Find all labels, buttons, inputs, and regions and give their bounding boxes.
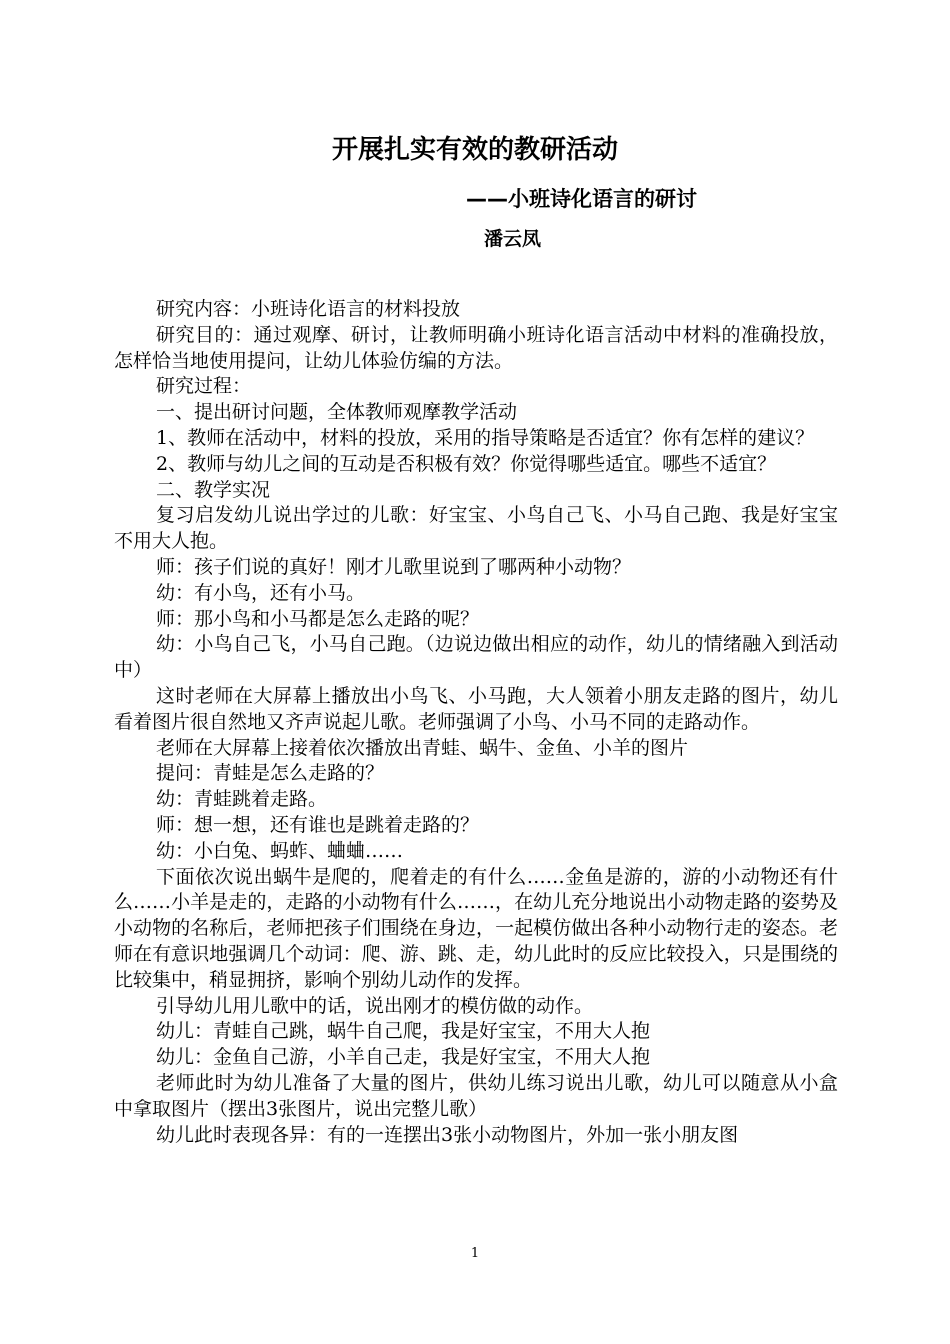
paragraph: 1、教师在活动中，材料的投放，采用的指导策略是否适宜？你有怎样的建议？ (156, 426, 815, 449)
paragraph: 引导幼儿用儿歌中的话，说出刚才的模仿做的动作。 (156, 994, 594, 1017)
paragraph: 师：孩子们说的真好！刚才儿歌里说到了哪两种小动物？ (156, 555, 632, 578)
paragraph: 提问：青蛙是怎么走路的？ (156, 762, 385, 785)
paragraph: 老师在大屏幕上接着依次播放出青蛙、蜗牛、金鱼、小羊的图片 (156, 736, 689, 759)
paragraph: 幼儿：金鱼自己游，小羊自己走，我是好宝宝，不用大人抱 (156, 1046, 651, 1069)
paragraph: 幼儿：青蛙自己跳，蜗牛自己爬，我是好宝宝，不用大人抱 (156, 1020, 651, 1043)
paragraph: 二、教学实况 (156, 478, 271, 501)
document-title: 开展扎实有效的教研活动 (331, 135, 618, 165)
paragraph: 幼儿此时表现各异：有的一连摆出3张小动物图片，外加一张小朋友图 (156, 1123, 739, 1146)
paragraph: 2、教师与幼儿之间的互动是否积极有效？你觉得哪些适宜。哪些不适宜？ (156, 452, 777, 475)
document-subtitle: ——小班诗化语言的研讨 (466, 187, 697, 211)
document-body (114, 297, 838, 1148)
paragraph: 师：想一想，还有谁也是跳着走路的？ (156, 813, 480, 836)
paragraph: 一、提出研讨问题，全体教师观摩教学活动 (156, 401, 518, 424)
paragraph: 幼：小白兔、蚂蚱、蛐蛐…… (156, 839, 404, 862)
paragraph: 幼：有小鸟，还有小马。 (156, 581, 366, 604)
paragraph: 复习启发幼儿说出学过的儿歌：好宝宝、小鸟自己飞、小马自己跑、我是好宝宝不用大人抱。 (114, 504, 838, 553)
author-name: 潘云凤 (484, 228, 542, 250)
paragraph: 研究目的：通过观摩、研讨，让教师明确小班诗化语言活动中材料的准确投放，怎样恰当地使用提问，让幼儿体验仿编的方法。 (114, 323, 838, 372)
page-number: 1 (470, 1246, 480, 1261)
paragraph: 幼：青蛙跳着走路。 (156, 788, 328, 811)
paragraph: 研究过程： (156, 375, 252, 398)
paragraph: 这时老师在大屏幕上播放出小鸟飞、小马跑，大人领着小朋友走路的图片，幼儿看着图片很自然地又齐声说起儿歌。老师强调了小鸟、小马不同的走路动作。 (114, 684, 838, 733)
paragraph: 研究内容：小班诗化语言的材料投放 (156, 298, 461, 320)
paragraph: 师：那小鸟和小马都是怎么走路的呢？ (156, 607, 480, 630)
paragraph: 老师此时为幼儿准备了大量的图片，供幼儿练习说出儿歌，幼儿可以随意从小盒中拿取图片（摆出3张图片，说出完整儿歌） (114, 1071, 838, 1120)
paragraph: 幼：小鸟自己飞，小马自己跑。（边说边做出相应的动作，幼儿的情绪融入到活动中） (114, 633, 838, 682)
paragraph: 下面依次说出蜗牛是爬的，爬着走的有什么……金鱼是游的，游的小动物还有什么……小羊是走的，走路的小动物有什么……，在幼儿充分地说出小动物走路的姿势及小动物的名称后，老师把孩子们围绕在身边，一起模仿做出各种小动物行走的姿态。老师在有意识地强调几个动词：爬、游、跳、走，幼儿此时的反应比较投入，只是围绕的比较集中，稍显拥挤，影响个别幼儿动作的发挥。 (114, 865, 838, 991)
